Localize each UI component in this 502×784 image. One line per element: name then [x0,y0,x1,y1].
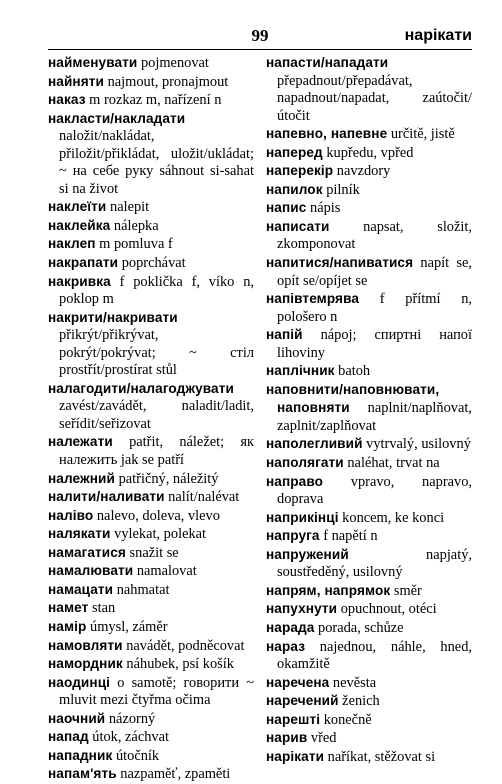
headword: наречений [266,693,339,709]
definition: f napětí n [319,528,378,545]
definition: naložit/nakládat, přiložit/přikládat, uložit/ukládat; ~ на себе руку sáhnout si-sahat si na život [59,128,254,197]
dictionary-entry [48,728,254,747]
dictionary-entry [266,381,472,436]
headword: напис [266,200,307,216]
definition: f přítmí n, pološero n [277,291,472,325]
headword: нарешті [266,711,321,727]
definition: nalepit [106,199,150,216]
definition: útočník [112,747,160,764]
dictionary-entry [48,544,254,563]
definition: napsat, složit, zkomponovat [277,218,472,253]
definition: konečně [320,711,372,728]
dictionary-entry [266,546,472,582]
dictionary-entry [266,582,472,601]
page-header [48,26,472,48]
dictionary-entry [266,326,472,362]
headword: напевно, напевне [266,126,388,142]
headword: направо [266,473,324,489]
definition: poprchávat [118,255,186,272]
dictionary-entry [48,110,254,199]
definition: navádět, podněcovat [122,637,245,654]
definition: stan [88,600,116,617]
headword: налякати [48,526,111,542]
header-rule [48,49,472,50]
definition: najmout, pronajmout [103,73,229,90]
definition: napít se, opít se/opíjet se [277,255,472,289]
headword: налагодити/налагоджувати [48,380,234,396]
definition: nazpaměť, zpaměti [116,766,231,783]
dictionary-entry [266,509,472,528]
dictionary-entry [266,729,472,748]
definition: vytrvalý, usilovný [362,436,471,453]
dictionary-entry [266,600,472,619]
definition: snažit se [125,544,179,561]
definition: m pomluva f [95,236,173,253]
dictionary-entry [48,217,254,236]
headword: написати [266,218,330,234]
headword: наклеїти [48,199,107,215]
definition: najednou, náhle, hned, okamžitě [277,638,472,673]
definition: směr [390,582,422,599]
headword: намет [48,600,89,616]
dictionary-entry [48,54,254,73]
headword: нарив [266,730,308,746]
definition: útok, záchvat [88,729,169,746]
dictionary-entry [266,748,472,767]
definition: f poklička f, víko n, poklop m [59,273,254,308]
dictionary-entry [266,199,472,218]
headword: належний [48,470,115,486]
definition: m rozkaz m, nařízení n [85,92,222,109]
definition: nalevo, doleva, vlevo [93,507,220,524]
headword: напитися/напиватися [266,255,414,271]
headword: наліво [48,507,94,523]
headword: нападник [48,747,113,763]
headword: намалювати [48,563,134,579]
headword: наповнити/наповнювати, наповняти [266,381,440,416]
dictionary-entry [48,618,254,637]
headword: наочний [48,710,106,726]
definition: o samotě; говорити ~ mluvit mezi čtyřma očima [59,674,254,709]
definition: náhubek, psí košík [122,656,234,673]
definition: namalovat [133,563,197,580]
dictionary-entry [48,747,254,766]
headword: найняти [48,73,104,89]
definition: nálepka [110,217,159,234]
headword: наречена [266,674,330,690]
headword: напам'ять [48,766,117,782]
headword: наперекір [266,163,334,179]
definition: patřit, náležet; як належить jak se patří [59,434,254,469]
headword: наклеп [48,236,96,252]
dictionary-entry [48,599,254,618]
dictionary-entry [266,54,472,125]
headword: найменувати [48,55,138,70]
headword: намагатися [48,544,126,560]
definition: přepadnout/přepadávat, napadnout/napadat, zaútočit/útočit [277,72,472,124]
dictionary-entry [48,273,254,309]
headword: напад [48,729,89,745]
headword: накрапати [48,255,119,271]
dictionary-entry [266,473,472,509]
dictionary-entry [266,125,472,144]
headword: наполягати [266,455,344,471]
definition: nevěsta [329,674,377,691]
headword: нарада [266,619,315,635]
definition: zavést/zavádět, naladit/ladit, seřídit/seřizovat [59,398,254,432]
dictionary-entry [266,362,472,381]
dictionary-entry [48,309,254,380]
dictionary-entry [266,674,472,693]
dictionary-entry [266,290,472,326]
headword: наклейка [48,217,111,233]
definition: vpravo, napravo, doprava [277,473,472,508]
dictionary-entry [266,254,472,290]
definition: napjatý, soustředěný, usilovný [277,546,472,581]
definition: pilník [322,181,360,198]
definition: koncem, ke konci [338,509,445,526]
dictionary-entry [48,254,254,273]
dictionary-entry [266,435,472,454]
dictionary-entry [48,655,254,674]
dictionary-entry [266,619,472,638]
dictionary-entry [48,765,254,784]
headword: налити/наливати [48,489,165,505]
dictionary-entry [48,380,254,434]
definition: naléhat, trvat na [343,455,440,472]
dictionary-entry [48,562,254,581]
definition: úmysl, záměr [86,618,168,635]
definition: určitě, jistě [387,126,455,143]
headword: напівтемрява [266,291,360,307]
headword: наказ [48,92,86,108]
headword: намацати [48,581,114,597]
definition: opuchnout, otéci [337,601,437,618]
definition: nápis [306,200,341,217]
headword: напрям, напрямок [266,582,391,598]
dictionary-entry [48,637,254,656]
running-head: нарікати [404,27,472,44]
dictionary-entry [48,710,254,729]
headword: намір [48,618,87,634]
definition: přikrýt/přikrývat, pokrýt/pokrývat; ~ стіл prostřít/prostírat stůl [59,327,254,379]
definition: nalít/nalévat [164,489,240,506]
definition: vřed [307,730,337,747]
headword: наодинці [48,674,111,690]
dictionary-entry [48,488,254,507]
definition: patřičný, náležitý [114,470,219,487]
dictionary-entry [48,198,254,217]
left-column [48,54,254,784]
dictionary-entry [48,433,254,469]
dictionary-entry [48,525,254,544]
headword: напасти/нападати [266,55,389,70]
dictionary-entry [48,470,254,489]
headword: напухнути [266,601,338,617]
dictionary-entry [266,162,472,181]
headword: нараз [266,638,306,654]
dictionary-entry [266,454,472,473]
dictionary-entry [266,144,472,163]
dictionary-entry [48,581,254,600]
headword: накрити/накривати [48,309,178,325]
headword: наплічник [266,363,335,379]
definition: ženich [338,693,380,710]
definition: naříkat, stěžovat si [324,748,436,765]
headword: належати [48,434,113,450]
dictionary-entry [48,235,254,254]
headword: накривка [48,273,111,289]
headword: намовляти [48,637,123,653]
headword: наперед [266,144,323,160]
dictionary-entry [48,73,254,92]
headword: наприкінці [266,509,339,525]
dictionary-entry [48,507,254,526]
headword: напружений [266,546,349,562]
headword: напилок [266,181,323,197]
headword: напій [266,327,303,343]
definition: porada, schůze [314,619,404,636]
definition: nahmatat [113,581,170,598]
dictionary-entry [266,181,472,200]
headword: накласти/накладати [48,110,186,126]
definition: nápoj; спиртні напої lihoviny [277,327,472,361]
dictionary-entry [48,674,254,710]
page-number: 99 [251,26,269,45]
definition: pojmenovat [137,55,209,71]
dictionary-entry [266,527,472,546]
definition: navzdory [333,163,391,180]
headword: наполегливий [266,436,363,452]
definition: kupředu, vpřed [322,144,414,161]
dictionary-entry [266,218,472,254]
dictionary-entry [48,91,254,110]
definition: naplnit/naplňovat, zaplnit/zaplňovat [277,400,472,434]
definition: vylekat, polekat [110,526,207,543]
definition: batoh [334,363,371,380]
headword: намордник [48,656,123,672]
headword: нарікати [266,748,325,764]
right-column [266,54,472,766]
headword: напруга [266,528,320,544]
dictionary-entry [266,638,472,674]
dictionary-entry [266,711,472,730]
definition: názorný [105,710,156,727]
